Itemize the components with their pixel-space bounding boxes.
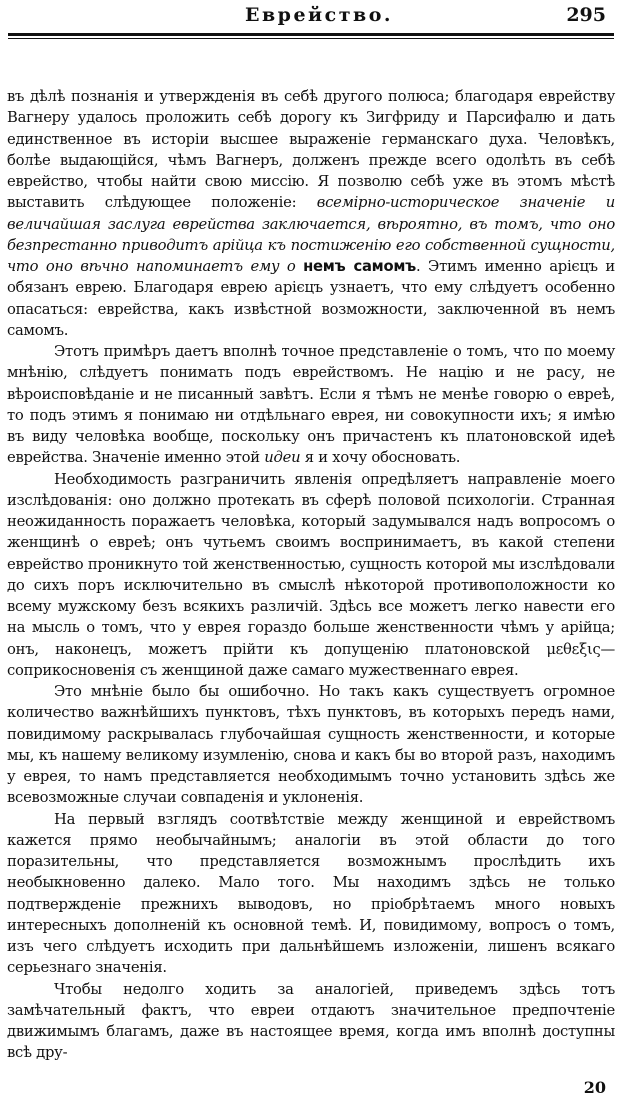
p4-text-1: Это мнѣніе было бы ошибочно. Но такъ какъ существуетъ огромное количество важнѣйшихъ пунктовъ, тѣхъ пунктовъ, въ которыхъ передъ нами, повидимому раскрывалась глубочайшая сущность женственности, и которые мы, къ нашему великому изумленію, снова и какъ бы во второй разъ, находимъ у еврея, то намъ представляется необходимымъ точно установить здѣсь же всевозможные случаи совпаденія и уклоненія. xyxy=(7,683,615,807)
header-rule xyxy=(8,33,614,36)
p6-text-1: Чтобы недолго ходить за аналогіей, приведемъ здѣсь тотъ замѣчательный фактъ, что евреи отдаютъ значительное предпочтеніе движимымъ благамъ, даже въ настоящее время, когда имъ вполнѣ доступны всѣ дру- xyxy=(7,980,615,1062)
page-number: 295 xyxy=(566,4,606,26)
paragraph-5 xyxy=(7,809,615,979)
p2-text-2: я и хочу обосновать. xyxy=(300,449,461,467)
paragraph-6 xyxy=(7,979,615,1064)
running-title: Еврейство. xyxy=(245,4,393,26)
header-rule-thin xyxy=(8,38,614,39)
paragraph-3 xyxy=(7,469,615,682)
p5-text-1: На первый взглядъ соотвѣтствіе между женщиной и еврействомъ кажется прямо необычайнымъ; аналогіи въ этой области до того поразительны, что представляется возможнымъ прослѣдить ихъ необыкновенно далеко. Мало того. Мы находимъ здѣсь не только подтвержденіе прежнихъ выводовъ, но пріобрѣтаемъ много новыхъ интересныхъ дополненій къ основной темѣ. И, повидимому, вопросъ о томъ, изъ чего слѣдуетъ исходить при дальнѣйшемъ изложеніи, лишенъ всякаго серьезнаго значенія. xyxy=(7,810,615,977)
p1-text-1: въ дѣлѣ познанія и утвержденія въ себѣ другого полюса; благодаря еврейству Вагнеру удалось проложить себѣ дорогу къ Зигфриду и Парсифалю и дать единственное въ исторіи высшее выраженіе германскаго духа. Человѣкъ, болѣе выдающійся, чѣмъ Вагнеръ, долженъ прежде всего одолѣть въ себѣ еврейство, чтобы найти свою миссію. Я позволю себѣ уже въ этомъ мѣстѣ выставить слѣдующее положеніе: xyxy=(7,88,615,212)
paragraph-4 xyxy=(7,681,615,809)
p2-text-1: Этотъ примѣръ даетъ вполнѣ точное представленіе о томъ, что по моему мнѣнію, слѣдуетъ понимать подъ еврействомъ. Не націю и не расу, не вѣроисповѣданіе и не писанный завѣтъ. Если я тѣмъ не менѣе говорю о евреѣ, то подъ этимъ я понимаю ни отдѣльнаго еврея, ни совокупности ихъ; я имѣю въ виду человѣка вообще, поскольку онъ причастенъ къ платоновской идеѣ еврейства. Значеніе именно этой xyxy=(7,343,615,467)
paragraph-1 xyxy=(7,86,615,341)
p1-text-2: . Этимъ именно арієцъ и обязанъ еврею. Благодаря еврею арієцъ узнаетъ, что ему слѣдуетъ особенно опасаться: еврейства, какъ извѣстной возможности, заключенной въ немъ самомъ. xyxy=(7,258,615,339)
signature-number: 20 xyxy=(583,1078,606,1097)
page-header xyxy=(0,2,620,30)
body-text xyxy=(7,86,615,1064)
p2-italic-idea: идеи xyxy=(264,449,301,467)
p1-italic-thesis: всемірно-историческое значеніе и величайшая заслуга еврейства заключается, вѣроятно, въ томъ, что оно безпрестанно приводитъ арійца къ постиженію его собственной сущности, что оно вѣчно напоминаетъ ему о xyxy=(7,194,615,275)
paragraph-2 xyxy=(7,341,615,469)
p1-bold-emphasis: немъ самомъ xyxy=(303,258,417,275)
p3-text-1: Необходимость разграничить явленія опредѣляетъ направленіе моего изслѣдованія: оно должно протекать въ сферѣ половой психологіи. Странная неожиданность поражаетъ человѣка, который задумывался надъ вопросомъ о женщинѣ о евреѣ; онъ чутьемъ своимъ воспринимаетъ, въ какой степени еврейство проникнуто той женственностью, сущность которой мы изслѣдовали до сихъ поръ исключительно въ смыслѣ нѣкоторой противоположности ко всему мужскому безъ всякихъ различій. Здѣсь все можетъ легко навести его на мысль о томъ, что у еврея гораздо больше женственности чѣмъ у арійца; онъ, наконецъ, можетъ прійти къ допущенію платоновской μεθεξις—соприкосновенія съ женщиной даже самаго мужественнаго еврея. xyxy=(7,470,616,679)
